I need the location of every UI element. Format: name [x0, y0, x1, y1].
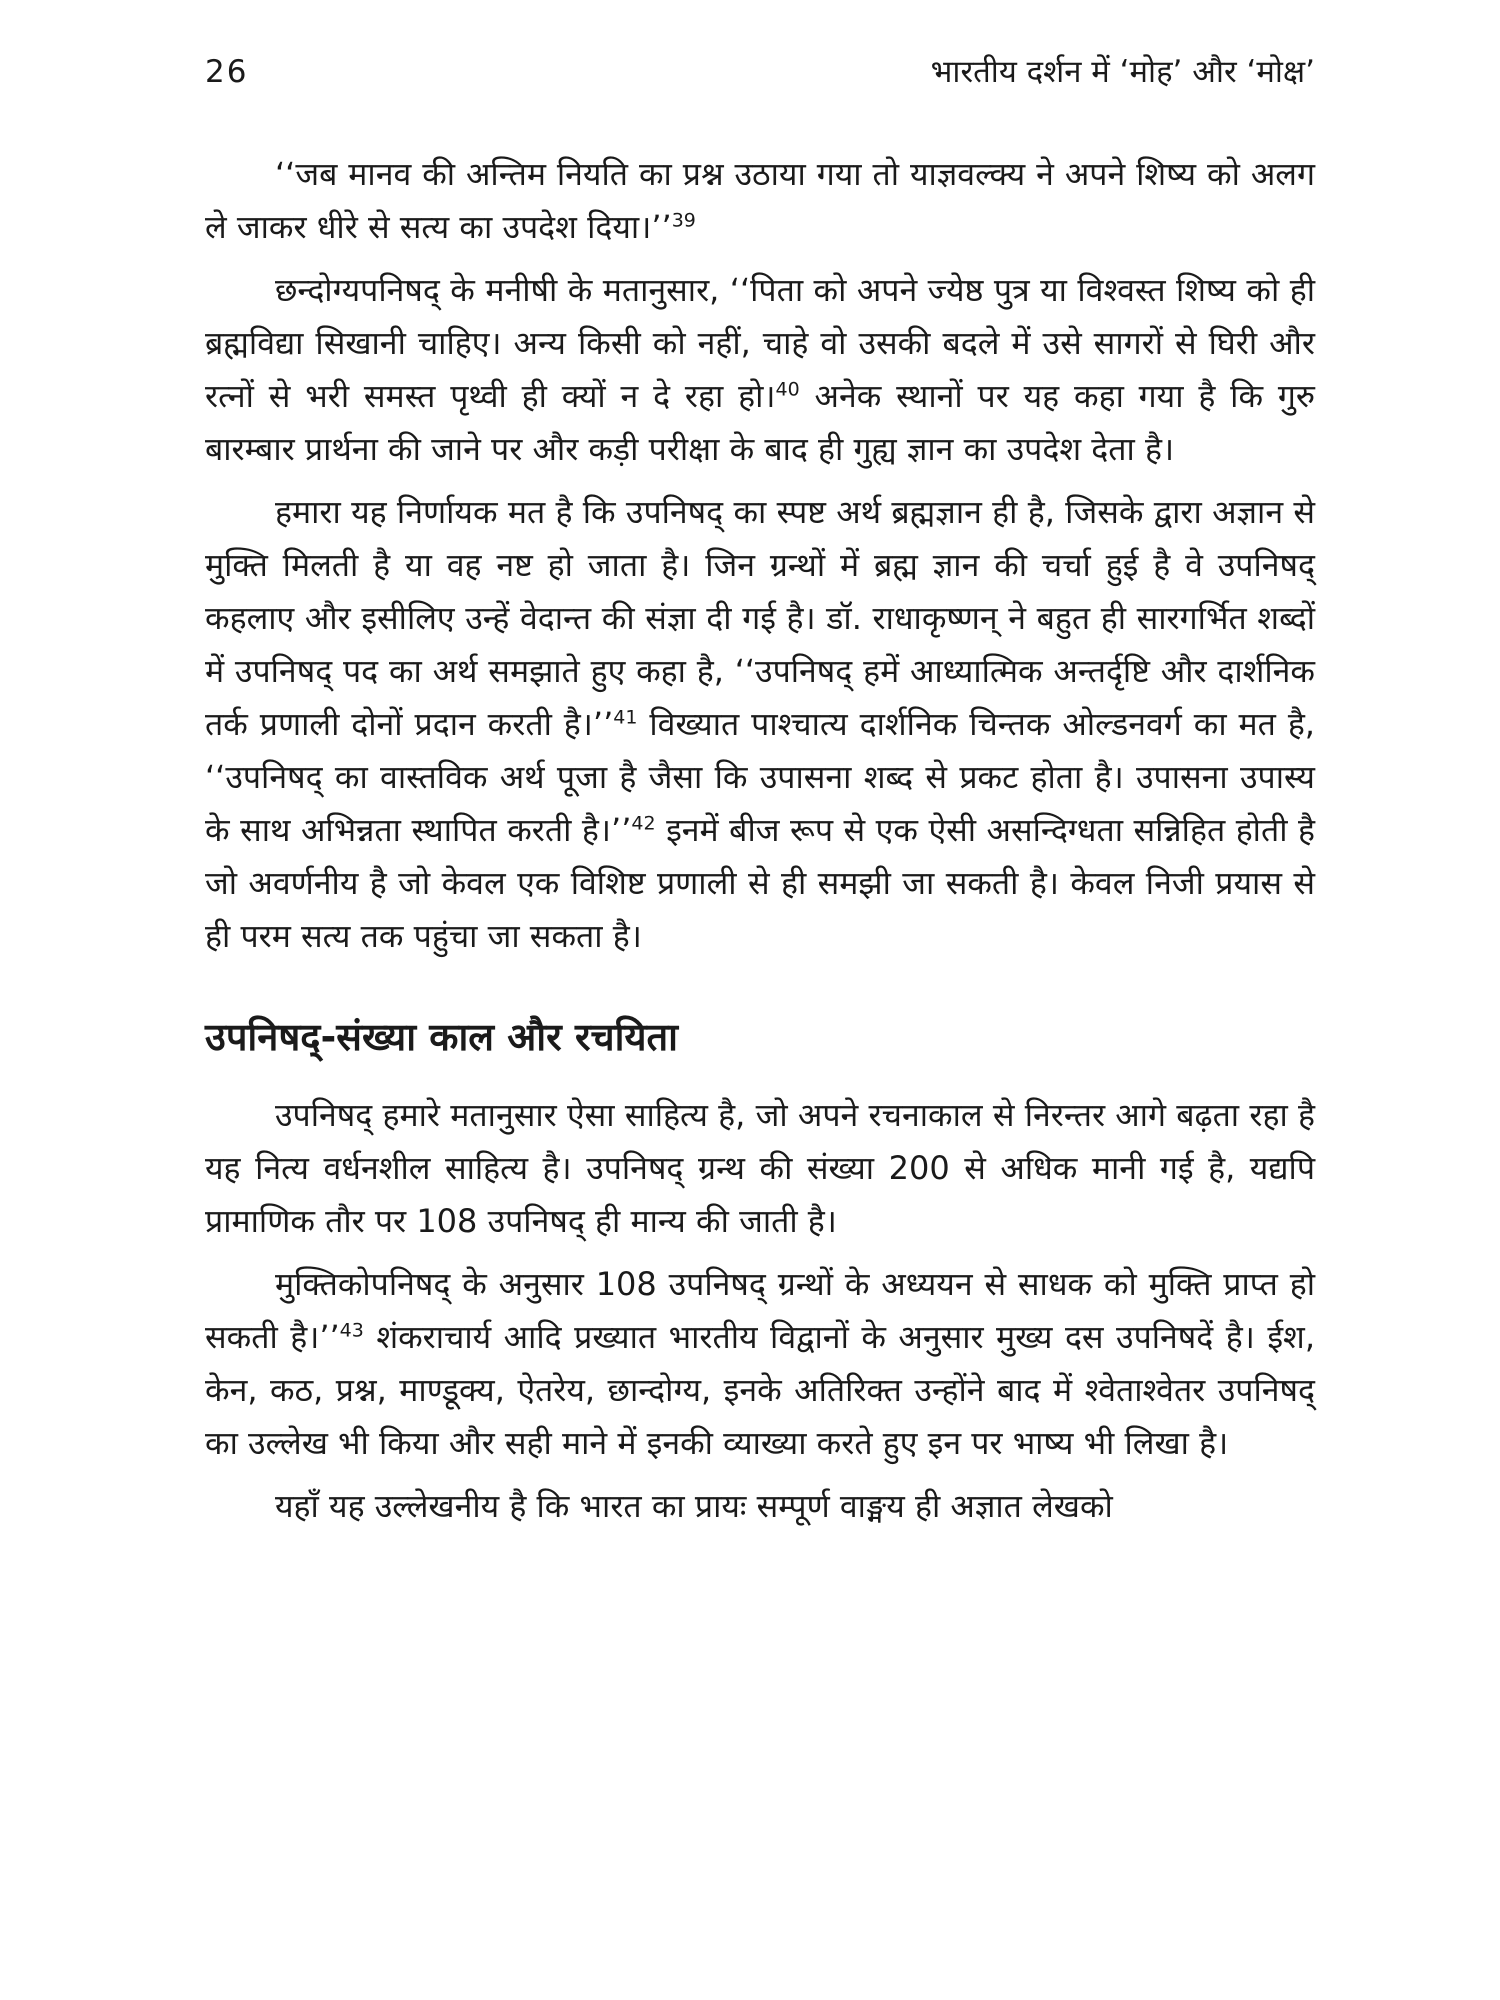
- section-paragraph-2: मुक्तिकोपनिषद् के अनुसार 108 उपनिषद् ग्रन्थों के अध्ययन से साधक को मुक्ति प्राप्त हो सकती है।’’$^{43}$ शंकराचार्य आदि प्रख्यात भारतीय विद्वानों के अनुसार मुख्य दस उपनिषदें है। ईश, केन, कठ, प्रश्न, माण्डूक्य, ऐतरेय, छान्दोग्य, इनके अतिरिक्त उन्होंने बाद में श्वेताश्वेतर उपनिषद् का उल्लेख भी किया और सही माने में इनकी व्याख्या करते हुए इन पर भाष्य भी लिखा है।: [205, 1265, 1315, 1462]
- footnote-marker-42: 42: [631, 812, 656, 835]
- footnote-marker-40: 40: [775, 378, 800, 401]
- paragraph-1: ‘‘जब मानव की अन्तिम नियति का प्रश्न उठाया गया तो याज्ञवल्क्य ने अपने शिष्य को अलग ले जाकर धीरे से सत्य का उपदेश दिया।’’$^{39}$: [205, 155, 1315, 246]
- section-paragraph-3: यहाँ यह उल्लेखनीय है कि भारत का प्रायः सम्पूर्ण वाङ्मय ही अज्ञात लेखको: [275, 1487, 1113, 1525]
- running-title: भारतीय दर्शन में ‘मोह’ और ‘मोक्ष’: [930, 54, 1315, 90]
- paragraph-3: हमारा यह निर्णायक मत है कि उपनिषद् का स्पष्ट अर्थ ब्रह्मज्ञान ही है, जिसके द्वारा अज्ञान से मुक्ति मिलती है या वह नष्ट हो जाता है। जिन ग्रन्थों में ब्रह्म ज्ञान की चर्चा हुई है वे उपनिषद् कहलाए और इसीलिए उन्हें वेदान्त की संज्ञा दी गई है। डॉ. राधाकृष्णन् ने बहुत ही सारगर्भित शब्दों में उपनिषद् पद का अर्थ समझाते हुए कहा है, ‘‘उपनिषद् हमें आध्यात्मिक अन्तर्दृष्टि और दार्शनिक तर्क प्रणाली दोनों प्रदान करती है।’’$^{41}$ विख्यात पाश्चात्य दार्शनिक चिन्तक ओल्डनवर्ग का मत है, ‘‘उपनिषद् का वास्तविक अर्थ पूजा है जैसा कि उपासना शब्द से प्रकट होता है। उपासना उपास्य के साथ अभिन्नता स्थापित करती है।’’$^{42}$ इनमें बीज रूप से एक ऐसी असन्दिग्धता सन्निहित होती है जो अवर्णनीय है जो केवल एक विशिष्ट प्रणाली से ही समझी जा सकती है। केवल निजी प्रयास से ही परम सत्य तक पहुंचा जा सकता है।: [205, 493, 1315, 955]
- footnote-marker-41: 41: [613, 706, 638, 729]
- footnote-marker-39: 39: [671, 209, 696, 232]
- footnote-marker-43: 43: [339, 1319, 364, 1342]
- page-number: 26: [205, 54, 249, 90]
- body-text: [205, 148, 1315, 1543]
- section-heading: उपनिषद्-संख्या काल और रचयिता: [205, 1015, 679, 1059]
- section-paragraph-1: उपनिषद् हमारे मतानुसार ऐसा साहित्य है, जो अपने रचनाकाल से निरन्तर आगे बढ़ता रहा है यह नित्य वर्धनशील साहित्य है। उपनिषद् ग्रन्थ की संख्या 200 से अधिक मानी गई है, यद्यपि प्रामाणिक तौर पर 108 उपनिषद् ही मान्य की जाती है।: [205, 1096, 1315, 1240]
- paragraph-2: छन्दोग्यपनिषद् के मनीषी के मतानुसार, ‘‘पिता को अपने ज्येष्ठ पुत्र या विश्वस्त शिष्य को ही ब्रह्मविद्या सिखानी चाहिए। अन्य किसी को नहीं, चाहे वो उसकी बदले में उसे सागरों से घिरी और रत्नों से भरी समस्त पृथ्वी ही क्यों न दे रहा हो।$^{40}$ अनेक स्थानों पर यह कहा गया है कि गुरु बारम्बार प्रार्थना की जाने पर और कड़ी परीक्षा के बाद ही गुह्य ज्ञान का उपदेश देता है।: [205, 271, 1316, 468]
- page-header: [205, 42, 1315, 102]
